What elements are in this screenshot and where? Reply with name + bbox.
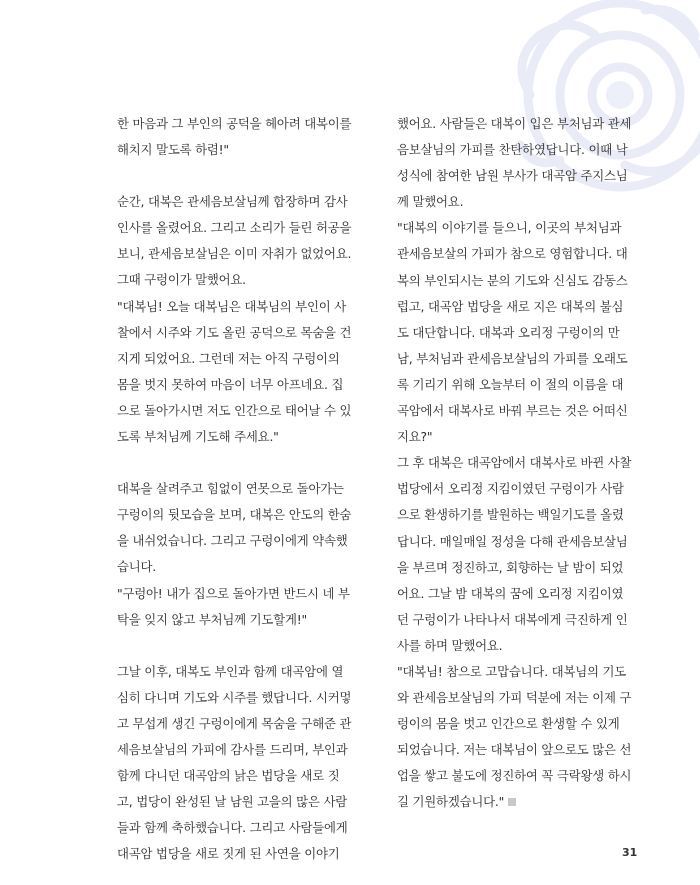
paragraph: 순간, 대복은 관세음보살님께 합장하며 감사 인사를 올렸어요. 그리고 소리가 들린 허공을 보니, 관세음보살님은 이미 자취가 없었어요. 그때 구렁이가 말했어요. "대복님! 오늘 대복님은 대복님의 부인이 사 찰에서 시주와 기도 올린 공덕으로 목숨을 건 지게 되었어요. 그런데 저는 아직 구렁이의 몸을 벗지 못하여 마음이 너무 아프네요. 집 으로 돌아가시면 저도 인간으로 태어날 수 있 도록 부처님께 기도해 주세요." bbox=[117, 194, 352, 445]
right-text-column bbox=[397, 111, 653, 816]
paragraph-gap bbox=[117, 450, 369, 476]
paragraph bbox=[397, 111, 653, 816]
end-mark-icon bbox=[508, 798, 516, 806]
paragraph: 한 마음과 그 부인의 공덕을 헤아려 대복이를 해치지 말도록 하렴!" bbox=[117, 116, 352, 158]
paragraph-text: 했어요. 사람들은 대복이 입은 부처님과 관세 음보살님의 가피를 찬탄하였답니다. 이때 낙 성식에 참여한 남원 부사가 대곡암 주지스님 께 말했어요. "대복의 이야기를 들으니, 이곳의 부처님과 관세음보살의 가피가 참으로 영험합니다. 대 복의 부인되시는 분의 기도와 신심도 감동스 럽고, 대곡암 법당을 새로 지은 대복의 불심 도 대단합니다. 대복과 오리정 구렁이의 만 남, 부처님과 관세음보살님의 가피를 오래도 록 기리기 위해 오늘부터 이 절의 이름을 대 곡암에서 대복사로 바꿔 부르는 것은 어떠신 지요?" 그 후 대복은 대곡암에서 대복사로 바뀐 사찰 법당에서 오리정 지킴이였던 구렁이가 사람 으로 환생하기를 발원하는 백일기도를 올렸 답니다. 매일매일 정성을 다해 관세음보살님 을 부르며 정진하고, 회향하는 날 밤이 되었 어요. 그날 밤 대복의 꿈에 오리정 지킴이였 던 구렁이가 나타나서 대복에게 극진하게 인 사를 하며 말했어요. "대복님! 참으로 고맙습니다. 대복님의 기도 와 관세음보살님의 가피 덕분에 저는 이제 구 렁이의 몸을 벗고 인간으로 환생할 수 있게 되었습니다. 저는 대복님이 앞으로도 많은 선 업을 쌓고 불도에 정진하여 꼭 극락왕생 하시 길 기원하겠습니다." bbox=[397, 116, 632, 810]
page-number: 31 bbox=[622, 846, 638, 859]
paragraph-gap bbox=[117, 633, 369, 659]
paragraph: 그날 이후, 대복도 부인과 함께 대곡암에 열 심히 다니며 기도와 시주를 했답니다. 시커멓 고 무섭게 생긴 구렁이에게 목숨을 구해준 관 세음보살님의 가피에 감사를 드리며, 부인과 함께 다니던 대곡암의 낡은 법당을 새로 짓 고, 법당이 완성된 날 남원 고을의 많은 사람 들과 함께 축하했습니다. 그리고 사람들에게 대곡암 법당을 새로 짓게 된 사연을 이야기 bbox=[117, 663, 352, 862]
paragraph: 대복을 살려주고 힘없이 연못으로 돌아가는 구렁이의 뒷모습을 보며, 대복은 안도의 한숨 을 내쉬었습니다. 그리고 구렁이에게 약속했 습니다. "구렁아! 내가 집으로 돌아가면 반드시 네 부 탁을 잊지 않고 부처님께 기도할게!" bbox=[117, 481, 352, 627]
left-text-column bbox=[117, 111, 369, 867]
paragraph-gap bbox=[117, 163, 369, 189]
